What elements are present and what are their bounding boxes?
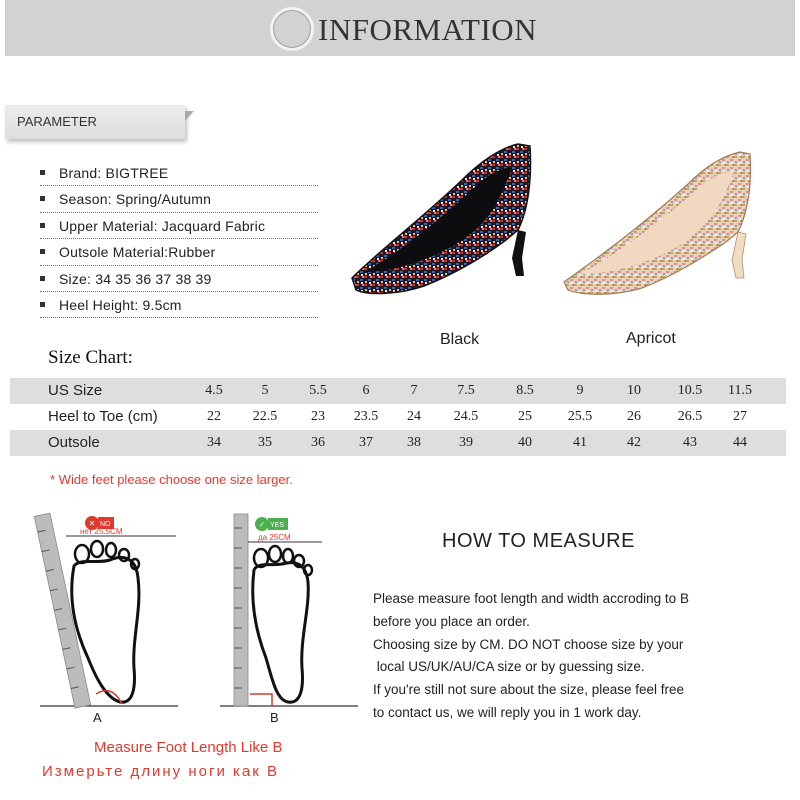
yes-badge-label: YES xyxy=(270,522,285,529)
parameter-item-size xyxy=(40,266,318,292)
bullet-icon xyxy=(40,249,45,254)
how-to-measure-line: If you're still not sure about the size, please feel free xyxy=(373,682,685,698)
size-cell: 37 xyxy=(359,435,373,450)
foot-measure-b-illustration xyxy=(210,508,360,738)
size-cell: 36 xyxy=(311,435,325,450)
size-cell: 44 xyxy=(733,435,747,450)
color-label-apricot: Apricot xyxy=(626,330,676,347)
size-cell: 35 xyxy=(258,435,272,450)
bullet-icon xyxy=(40,196,45,201)
size-cell: 5 xyxy=(261,383,269,398)
how-to-measure-line: Choosing size by CM. DO NOT choose size by your xyxy=(373,636,684,652)
size-cell: 22.5 xyxy=(252,409,278,424)
size-cell: 41 xyxy=(573,435,587,450)
parameter-text: Size: 34 35 36 37 38 39 xyxy=(59,270,212,287)
size-cell: 39 xyxy=(459,435,473,450)
parameter-text: Brand: BIGTREE xyxy=(59,165,169,181)
size-cell: 4.5 xyxy=(205,383,223,398)
size-row-label: Outsole xyxy=(48,434,100,451)
how-to-measure-line: local US/UK/AU/CA size or by guessing size. xyxy=(373,659,645,675)
parameter-item-outsole-material xyxy=(40,239,318,265)
size-cell: 10 xyxy=(627,383,641,398)
ruler-icon xyxy=(234,514,248,706)
parameter-text: Season: Spring/Autumn xyxy=(59,191,212,208)
no-badge-label: NO xyxy=(100,521,111,528)
size-cell: 8.5 xyxy=(516,383,534,398)
parameter-item-season xyxy=(40,186,318,212)
size-cell: 7 xyxy=(410,383,418,398)
size-cell: 25 xyxy=(518,409,532,424)
size-chart-title: Size Chart: xyxy=(48,347,133,368)
size-cell: 43 xyxy=(683,435,697,450)
parameter-text: Upper Material: Jacquard Fabric xyxy=(59,217,266,234)
svg-text:✓: ✓ xyxy=(258,520,266,529)
measure-reading-a: нет 25.5CM xyxy=(80,527,123,536)
apricot-shoe-image xyxy=(558,140,758,300)
size-row-outsole xyxy=(10,430,786,456)
size-cell: 22 xyxy=(207,409,221,424)
size-cell: 10.5 xyxy=(677,383,703,398)
how-to-measure-title: HOW TO MEASURE xyxy=(442,530,635,552)
size-cell: 24.5 xyxy=(453,409,479,424)
how-to-measure-text xyxy=(373,588,793,725)
parameter-text: Heel Height: 9.5cm xyxy=(59,296,182,313)
measure-letter-a: A xyxy=(93,710,102,725)
measure-letter-b: B xyxy=(270,710,279,725)
parameter-item-heel-height xyxy=(40,292,318,318)
parameter-list xyxy=(40,160,318,318)
measure-caption-ru: Измерьте длину ноги как B xyxy=(42,763,279,780)
size-cell: 27 xyxy=(733,409,747,424)
parameter-item-upper-material xyxy=(40,213,318,239)
size-cell: 5.5 xyxy=(309,383,327,398)
size-cell: 42 xyxy=(627,435,641,450)
size-row-us xyxy=(10,378,786,404)
bullet-icon xyxy=(40,276,45,281)
size-cell: 23.5 xyxy=(353,409,379,424)
size-cell: 40 xyxy=(518,435,532,450)
bullet-icon xyxy=(40,223,45,228)
how-to-measure-line: before you place an order. xyxy=(373,613,530,629)
bullet-icon xyxy=(40,170,45,175)
bullet-icon xyxy=(40,302,45,307)
size-cell: 23 xyxy=(311,409,325,424)
parameter-tab-label: PARAMETER xyxy=(17,114,97,129)
parameter-tab-fold xyxy=(185,111,194,121)
page-title: INFORMATION xyxy=(318,12,538,47)
ruler-icon xyxy=(34,513,90,708)
measure-caption-en: Measure Foot Length Like B xyxy=(94,739,283,756)
size-cell: 25.5 xyxy=(567,409,593,424)
size-cell: 9 xyxy=(576,383,584,398)
how-to-measure-line: Please measure foot length and width accroding to B xyxy=(373,591,689,606)
parameter-text: Outsole Material:Rubber xyxy=(59,244,216,261)
size-cell: 34 xyxy=(207,435,221,450)
header-circle-ornament xyxy=(270,7,314,51)
parameter-item-brand xyxy=(40,160,318,186)
foot-measure-a-illustration xyxy=(30,508,180,738)
size-cell: 24 xyxy=(407,409,421,424)
measure-reading-b: да 25CM xyxy=(258,533,291,542)
svg-text:✕: ✕ xyxy=(88,519,96,528)
size-note: * Wide feet please choose one size larger. xyxy=(50,472,293,487)
size-cell: 26.5 xyxy=(677,409,703,424)
size-cell: 38 xyxy=(407,435,421,450)
size-row-label: Heel to Toe (cm) xyxy=(48,408,158,425)
black-shoe-image xyxy=(340,140,540,300)
size-cell: 7.5 xyxy=(457,383,475,398)
color-label-black: Black xyxy=(440,331,480,348)
size-cell: 26 xyxy=(627,409,641,424)
size-cell: 6 xyxy=(362,383,370,398)
size-cell: 11.5 xyxy=(728,383,752,398)
parameter-tab xyxy=(5,105,185,139)
how-to-measure-line: to contact us, we will reply you in 1 work day. xyxy=(373,704,642,720)
size-row-heel-to-toe xyxy=(10,404,786,430)
size-row-label: US Size xyxy=(48,382,103,399)
